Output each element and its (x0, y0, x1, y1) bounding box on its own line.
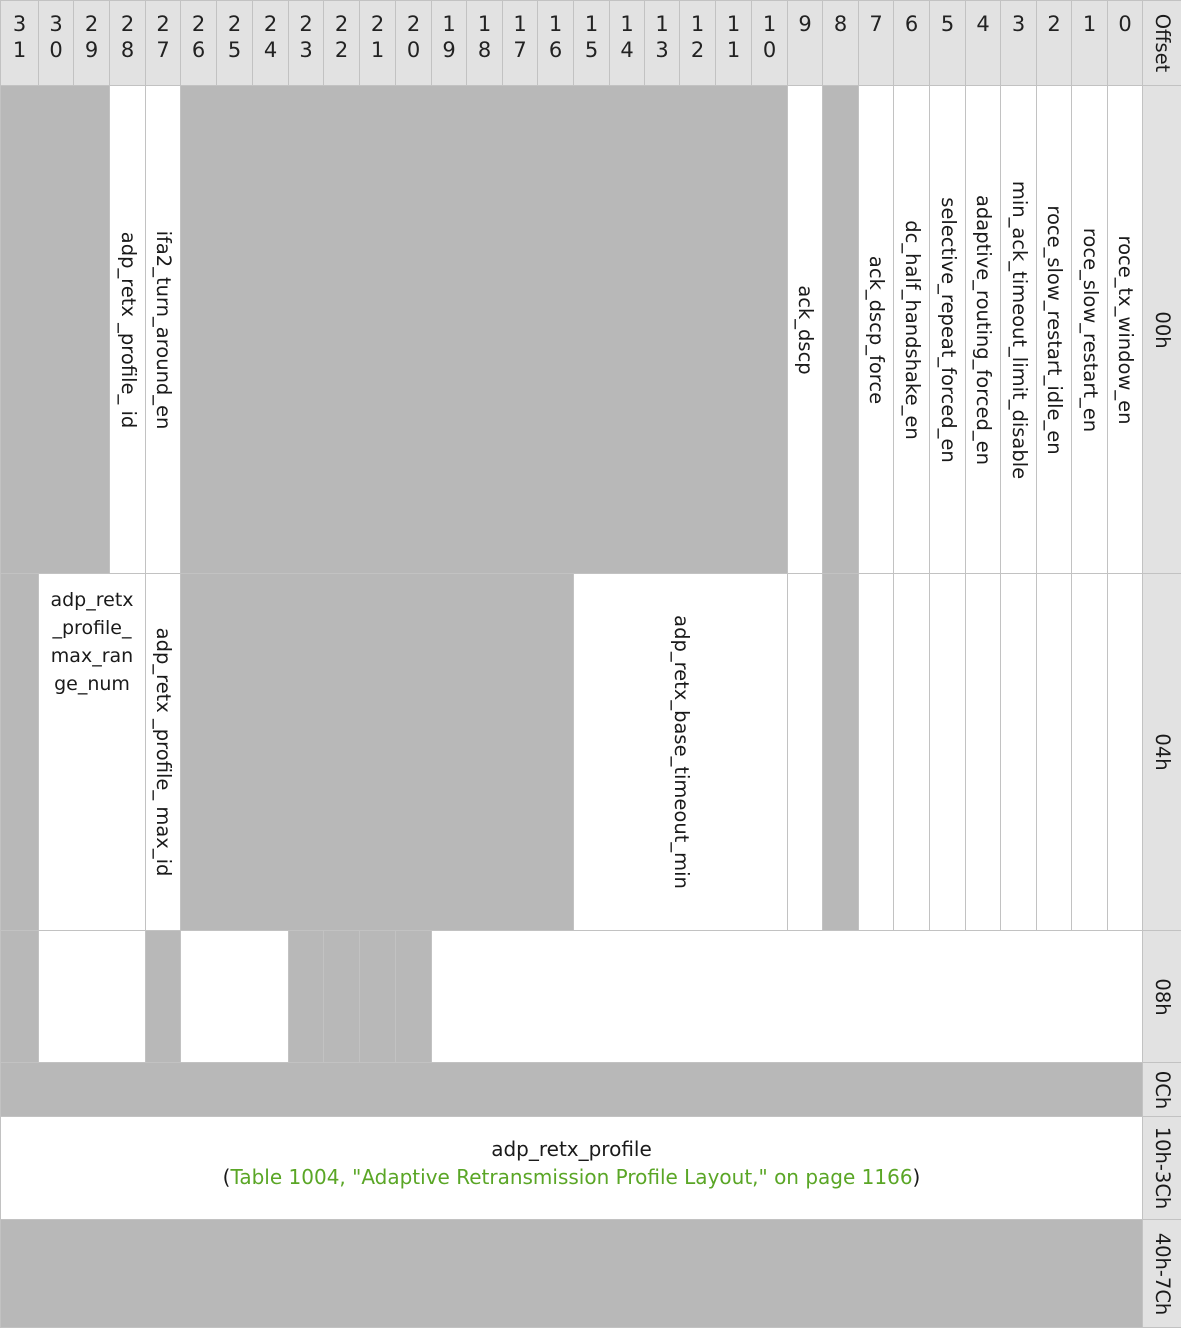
bit-header-digit: 8 (833, 12, 848, 36)
bit-header-digit: 3 (1011, 12, 1026, 36)
field-cell (929, 573, 966, 931)
bit-header-digit: 1 (726, 38, 741, 62)
bit-header (751, 0, 788, 86)
bit-header (537, 0, 574, 86)
bit-header (431, 0, 467, 86)
field-cell (858, 85, 894, 574)
bit-header-digit: 1 (370, 38, 385, 62)
reserved-cell (323, 930, 360, 1063)
field-cell (431, 930, 1143, 1063)
profile-field-text (1, 1135, 1142, 1191)
offset-label (1142, 1116, 1181, 1220)
bit-header-digit: 2 (84, 12, 99, 36)
field-cell (787, 573, 823, 931)
bit-header-digit: 2 (227, 12, 242, 36)
field-cell (573, 573, 788, 931)
bit-header-digit: 1 (620, 12, 634, 36)
bit-header-digit: 2 (156, 12, 170, 36)
bit-header-digit: 0 (1118, 12, 1132, 36)
bit-header-digit: 4 (263, 38, 278, 62)
bit-header-digit: 9 (798, 12, 812, 36)
field-cell (145, 573, 181, 931)
field-cell (109, 85, 146, 574)
bit-header-digit: 5 (940, 12, 955, 36)
bit-header (0, 0, 39, 86)
reserved-cell (180, 573, 574, 931)
bit-header (609, 0, 645, 86)
offset-header (1142, 0, 1181, 86)
bit-header-digit: 4 (976, 12, 990, 36)
reserved-cell (0, 573, 39, 931)
bit-header-digit: 1 (477, 12, 492, 36)
field-label: adp_retx _profile_ id (116, 231, 140, 428)
bit-header (787, 0, 823, 86)
offset-value: 0Ch (1151, 1070, 1174, 1109)
bit-header (929, 0, 966, 86)
field-label: ifa2_turn_around_en (152, 230, 175, 429)
bit-header (644, 0, 680, 86)
field-cell (893, 573, 930, 931)
bit-header (323, 0, 360, 86)
bit-header (679, 0, 716, 86)
field-cell (787, 85, 823, 574)
bit-header-digit: 7 (156, 38, 170, 62)
bit-header-digit: 1 (690, 12, 705, 36)
field-label: dc_half_handshake_en (900, 219, 924, 440)
bit-header-digit: 2 (406, 12, 421, 36)
bit-header-digit: 1 (655, 12, 669, 36)
bit-header-digit: 7 (869, 12, 883, 36)
field-label: selective_repeat_forced_en (936, 196, 960, 463)
bit-header-digit: 1 (548, 12, 563, 36)
field-label: adp_retx_profile (491, 1137, 652, 1161)
offset-value: 10h-3Ch (1151, 1126, 1174, 1210)
offset-label (1142, 85, 1181, 574)
field-cell (965, 85, 1001, 574)
bit-header-digit: 9 (442, 38, 456, 62)
bit-header (466, 0, 503, 86)
field-label: adp_retx _profile_ max_ran ge_num (50, 589, 134, 695)
bit-header-digit: 7 (513, 38, 527, 62)
bit-header-digit: 1 (513, 12, 527, 36)
bit-header-digit: 1 (442, 12, 456, 36)
bit-header (858, 0, 894, 86)
bit-header (502, 0, 538, 86)
field-cell (1107, 573, 1143, 931)
field-cell (38, 930, 146, 1063)
bit-header-digit: 2 (334, 12, 349, 36)
reference-open-paren: ( (222, 1165, 231, 1189)
bit-header-digit: 2 (1047, 12, 1061, 36)
field-cell (1000, 573, 1037, 931)
table-reference (1, 1163, 1142, 1191)
field-label: adp_retx _profile_ max_id (152, 627, 175, 877)
reserved-cell (0, 1062, 1143, 1117)
field-label: ack_dscp (794, 284, 817, 375)
offset-header-label: Offset (1151, 13, 1174, 73)
field-label: ack_dscp_force (865, 255, 888, 404)
bit-header-digit: 3 (49, 12, 63, 36)
bit-header-digit: 3 (299, 38, 313, 62)
bit-header-digit: 8 (477, 38, 492, 62)
bit-header-digit: 6 (548, 38, 563, 62)
field-cell (1071, 573, 1108, 931)
field-cell (1000, 85, 1037, 574)
bit-header-digit: 3 (12, 12, 27, 36)
field-cell (145, 85, 181, 574)
offset-value: 08h (1151, 977, 1174, 1016)
reserved-cell (395, 930, 432, 1063)
bit-header-digit: 2 (263, 12, 278, 36)
field-cell (0, 1116, 1143, 1220)
field-label: roce_slow_restart_en (1078, 227, 1102, 432)
reserved-cell (288, 930, 324, 1063)
field-cell (180, 930, 289, 1063)
offset-label (1142, 1062, 1181, 1117)
field-cell (1071, 85, 1108, 574)
reserved-cell (0, 930, 39, 1063)
bit-header-digit: 1 (1082, 12, 1097, 36)
offset-label (1142, 573, 1181, 931)
field-cell (929, 85, 966, 574)
field-label: roce_slow_restart_idle_en (1043, 204, 1066, 455)
bit-header (252, 0, 289, 86)
field-cell (1107, 85, 1143, 574)
bit-header-digit: 0 (406, 38, 421, 62)
field-label: roce_tx_window_en (1114, 234, 1137, 425)
bit-header-digit: 9 (84, 38, 99, 62)
bit-header (822, 0, 859, 86)
bit-header (288, 0, 324, 86)
bit-header-digit: 0 (762, 38, 777, 62)
field-cell (965, 573, 1001, 931)
reference-close-paren: ) (912, 1165, 921, 1189)
bit-header-digit: 2 (191, 12, 206, 36)
bit-header-digit: 2 (334, 38, 349, 62)
offset-value: 40h-7Ch (1151, 1232, 1174, 1315)
bit-header (180, 0, 217, 86)
bit-header (1036, 0, 1072, 86)
reserved-cell (822, 85, 859, 574)
bit-header-digit: 4 (620, 38, 634, 62)
offset-value: 04h (1151, 733, 1174, 771)
bit-header-digit: 2 (690, 38, 705, 62)
bit-header (38, 0, 74, 86)
reserved-cell (0, 1219, 1143, 1328)
field-label: adaptive_routing_forced_en (972, 194, 995, 465)
bit-header-digit: 3 (655, 38, 669, 62)
field-cell (858, 573, 894, 931)
bit-header (1071, 0, 1108, 86)
bit-header-digit: 8 (120, 38, 135, 62)
bit-header (216, 0, 253, 86)
bit-header (893, 0, 930, 86)
field-cell (38, 573, 146, 931)
reserved-cell (145, 930, 181, 1063)
reserved-cell (0, 85, 110, 574)
bit-header-digit: 1 (726, 12, 741, 36)
bit-header-digit: 2 (120, 12, 135, 36)
bit-header (1000, 0, 1037, 86)
bit-header (145, 0, 181, 86)
bit-header-digit: 2 (370, 12, 385, 36)
bit-header (109, 0, 146, 86)
reserved-cell (822, 573, 859, 931)
field-label: min_ack_timeout_limit_disable (1007, 180, 1031, 479)
reserved-cell (180, 85, 788, 574)
bit-header (573, 0, 610, 86)
bit-header-digit: 6 (904, 12, 919, 36)
bit-header (73, 0, 110, 86)
field-cell (1036, 85, 1072, 574)
offset-value: 00h (1151, 310, 1174, 349)
bit-header-digit: 2 (299, 12, 313, 36)
bit-header (395, 0, 432, 86)
bit-header-digit: 1 (12, 38, 27, 62)
bit-header-digit: 5 (227, 38, 242, 62)
bit-header (965, 0, 1001, 86)
table-reference-link[interactable]: Table 1004, "Adaptive Retransmission Profile Layout," on page 1166 (230, 1165, 913, 1189)
bit-header-digit: 0 (49, 38, 63, 62)
offset-label (1142, 930, 1181, 1063)
bit-header (359, 0, 396, 86)
bit-header (715, 0, 752, 86)
bit-header-digit: 6 (191, 38, 206, 62)
field-cell (1036, 573, 1072, 931)
bit-header (1107, 0, 1143, 86)
reserved-cell (359, 930, 396, 1063)
field-label: adp_retx_base_timeout_min (669, 615, 693, 889)
offset-label (1142, 1219, 1181, 1328)
field-cell (893, 85, 930, 574)
bit-header-digit: 1 (584, 12, 599, 36)
bit-header-digit: 1 (762, 12, 777, 36)
bit-header-digit: 5 (584, 38, 599, 62)
